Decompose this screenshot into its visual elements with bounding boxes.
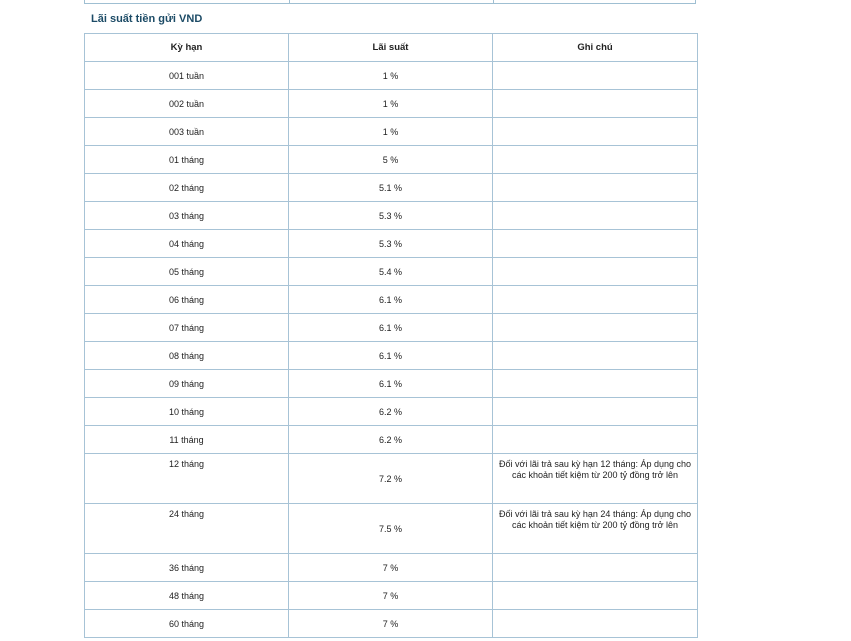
table-row [85, 174, 698, 202]
term-cell: 24 tháng [85, 504, 289, 554]
term-cell: 60 tháng [85, 610, 289, 638]
rate-cell: 1 % [289, 118, 493, 146]
term-cell: 003 tuần [85, 118, 289, 146]
term-cell: 06 tháng [85, 286, 289, 314]
table-row [85, 582, 698, 610]
rate-cell: 7 % [289, 554, 493, 582]
rate-cell: 6.1 % [289, 314, 493, 342]
rate-cell: 7.5 % [289, 504, 493, 554]
table-row [85, 426, 698, 454]
rate-cell: 7 % [289, 610, 493, 638]
note-cell [493, 582, 698, 610]
note-cell: Đối với lãi trả sau kỳ hạn 12 tháng: Áp dụng cho các khoản tiết kiệm từ 200 tỷ đồng trở lên [493, 454, 698, 504]
table-row [85, 146, 698, 174]
note-cell [493, 286, 698, 314]
term-cell: 001 tuần [85, 62, 289, 90]
rate-cell: 1 % [289, 62, 493, 90]
table-row [85, 62, 698, 90]
table-header-row [85, 34, 698, 62]
rate-cell: 6.1 % [289, 286, 493, 314]
term-cell: 01 tháng [85, 146, 289, 174]
term-cell: 36 tháng [85, 554, 289, 582]
rate-cell: 6.1 % [289, 342, 493, 370]
rate-cell: 6.2 % [289, 426, 493, 454]
previous-table-bottom [84, 0, 696, 4]
column-divider [289, 0, 290, 3]
term-cell: 09 tháng [85, 370, 289, 398]
term-cell: 11 tháng [85, 426, 289, 454]
term-cell: 12 tháng [85, 454, 289, 504]
rate-cell: 5.3 % [289, 202, 493, 230]
header-note: Ghi chú [493, 34, 698, 62]
rate-cell: 6.2 % [289, 398, 493, 426]
note-cell [493, 370, 698, 398]
note-cell [493, 62, 698, 90]
term-cell: 48 tháng [85, 582, 289, 610]
term-cell: 03 tháng [85, 202, 289, 230]
table-row [85, 258, 698, 286]
term-cell: 08 tháng [85, 342, 289, 370]
rate-cell: 1 % [289, 90, 493, 118]
section-title: Lãi suất tiền gửi VND [91, 13, 203, 25]
table-row [85, 454, 698, 504]
table-row [85, 554, 698, 582]
note-cell [493, 174, 698, 202]
note-cell [493, 554, 698, 582]
table-row [85, 504, 698, 554]
rate-cell: 5.3 % [289, 230, 493, 258]
note-cell [493, 398, 698, 426]
rate-cell: 5.1 % [289, 174, 493, 202]
column-divider [493, 0, 494, 3]
table-row [85, 202, 698, 230]
term-cell: 10 tháng [85, 398, 289, 426]
term-cell: 04 tháng [85, 230, 289, 258]
note-cell [493, 90, 698, 118]
note-cell: Đối với lãi trả sau kỳ hạn 24 tháng: Áp dụng cho các khoản tiết kiệm từ 200 tỷ đồng trở lên [493, 504, 698, 554]
table-row [85, 398, 698, 426]
table-row [85, 342, 698, 370]
table-row [85, 90, 698, 118]
note-cell [493, 202, 698, 230]
term-cell: 002 tuần [85, 90, 289, 118]
table-row [85, 610, 698, 638]
note-cell [493, 118, 698, 146]
note-cell [493, 342, 698, 370]
rate-cell: 5 % [289, 146, 493, 174]
header-term: Kỳ hạn [85, 34, 289, 62]
note-cell [493, 258, 698, 286]
term-cell: 05 tháng [85, 258, 289, 286]
rate-cell: 6.1 % [289, 370, 493, 398]
note-cell [493, 426, 698, 454]
header-rate: Lãi suất [289, 34, 493, 62]
table-body [85, 62, 698, 638]
note-cell [493, 146, 698, 174]
table-row [85, 286, 698, 314]
table-row [85, 230, 698, 258]
interest-rate-table [84, 33, 698, 638]
note-cell [493, 314, 698, 342]
rate-cell: 7.2 % [289, 454, 493, 504]
note-cell [493, 230, 698, 258]
rate-cell: 5.4 % [289, 258, 493, 286]
table-row [85, 118, 698, 146]
term-cell: 02 tháng [85, 174, 289, 202]
term-cell: 07 tháng [85, 314, 289, 342]
table-row [85, 370, 698, 398]
rate-cell: 7 % [289, 582, 493, 610]
table-row [85, 314, 698, 342]
note-cell [493, 610, 698, 638]
